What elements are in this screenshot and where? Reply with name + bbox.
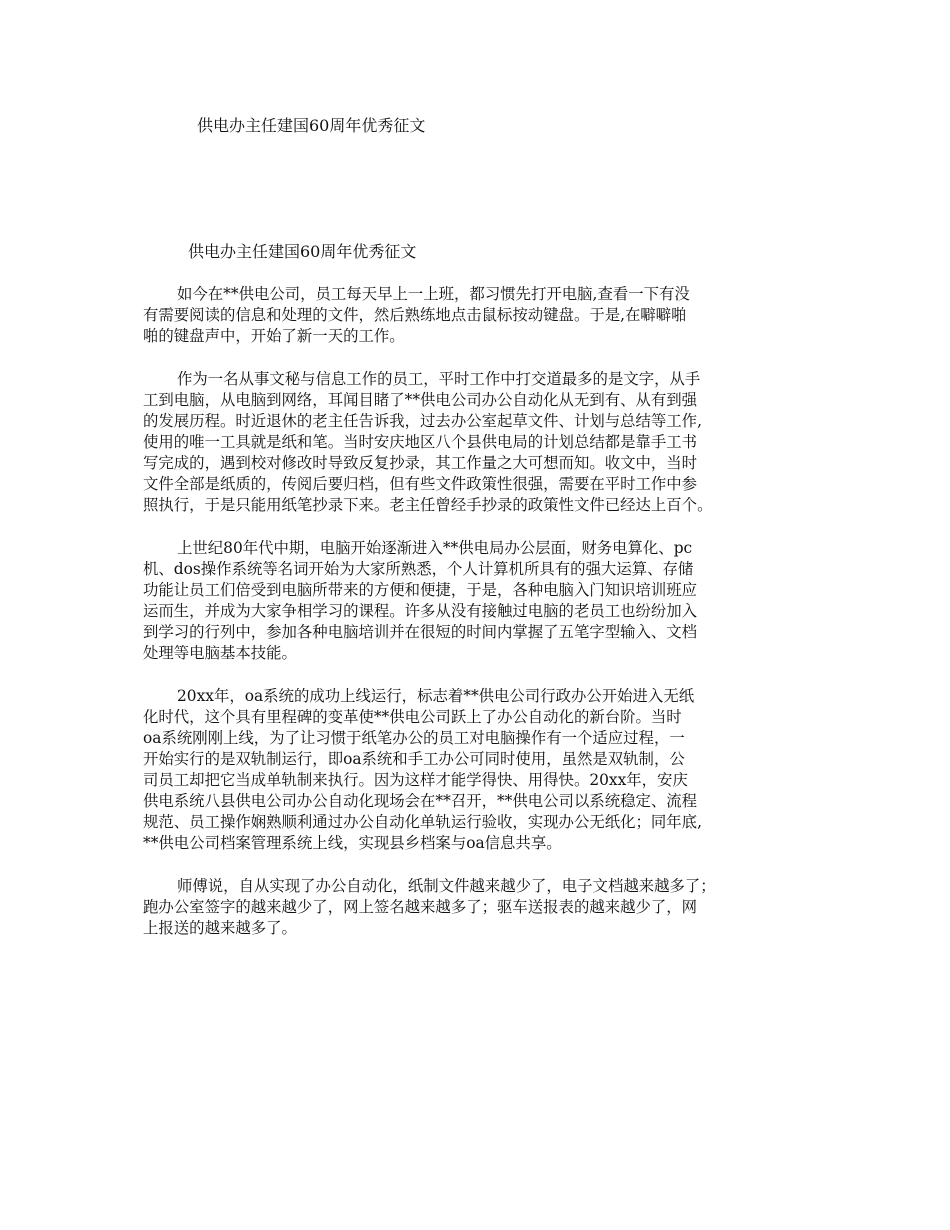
paragraph-line: 规范、员工操作娴熟顺利通过办公自动化单轨运行验收，实现办公无纸化；同年底, xyxy=(143,813,702,831)
paragraph-line: 处理等电脑基本技能。 xyxy=(143,644,297,662)
paragraph-line: 的发展历程。时近退休的老主任告诉我，过去办公室起草文件、计划与总结等工作, xyxy=(143,412,702,430)
paragraph xyxy=(143,876,823,939)
document-body xyxy=(143,284,823,961)
paragraph-line: 司员工却把它当成单轨制来执行。因为这样才能学得快、用得快。20xx年，安庆 xyxy=(143,771,688,789)
paragraph-line: 跑办公室签字的越来越少了，网上签名越来越多了；驱车送报表的越来越少了，网 xyxy=(143,898,698,916)
paragraph xyxy=(143,284,823,347)
paragraph-line: 师傅说，自从实现了办公自动化，纸制文件越来越少了，电子文档越来越多了； xyxy=(177,877,716,895)
paragraph-line: 开始实行的是双轨制运行，即oa系统和手工办公可同时使用，虽然是双轨制，公 xyxy=(143,750,685,768)
paragraph-line: 上世纪80年代中期，电脑开始逐渐进入**供电局办公层面，财务电算化、pc xyxy=(177,539,693,557)
paragraph-line: 作为一名从事文秘与信息工作的员工，平时工作中打交道最多的是文字，从手 xyxy=(177,370,701,388)
paragraph-line: 文件全部是纸质的，传阅后要归档，但有些文件政策性很强，需要在平时工作中参 xyxy=(143,475,698,493)
paragraph-line: 供电系统八县供电公司办公自动化现场会在**召开，**供电公司以系统稳定、流程 xyxy=(143,792,698,810)
paragraph-line: 上报送的越来越多了。 xyxy=(143,919,297,937)
paragraph xyxy=(143,538,823,664)
paragraph xyxy=(143,369,823,516)
paragraph-line: 功能让员工们倍受到电脑所带来的方便和便捷，于是，各种电脑入门知识培训班应 xyxy=(143,581,698,599)
paragraph-line: 如今在**供电公司，员工每天早上一上班，都习惯先打开电脑,查看一下有没 xyxy=(177,285,690,303)
paragraph-line: oa系统刚刚上线，为了让习惯于纸笔办公的员工对电脑操作有一个适应过程，一 xyxy=(143,729,685,747)
paragraph-line: 20xx年，oa系统的成功上线运行，标志着**供电公司行政办公开始进入无纸 xyxy=(177,687,695,705)
paragraph-line: 化时代，这个具有里程碑的变革使**供电公司跃上了办公自动化的新台阶。当时 xyxy=(143,708,682,726)
paragraph-line: 机、dos操作系统等名词开始为大家所熟悉，个人计算机所具有的强大运算、存储 xyxy=(143,560,694,578)
paragraph-line: 啪的键盘声中，开始了新一天的工作。 xyxy=(143,327,405,345)
paragraph xyxy=(143,686,823,854)
paragraph-line: 照执行，于是只能用纸笔抄录下来。老主任曾经手抄录的政策性文件已经达上百个。 xyxy=(143,496,713,514)
paragraph-line: 有需要阅读的信息和处理的文件，然后熟练地点击鼠标按动键盘。于是,在噼噼啪 xyxy=(143,306,687,324)
page-header-title: 供电办主任建国60周年优秀征文 xyxy=(197,116,426,135)
paragraph-line: 到学习的行列中，参加各种电脑培训并在很短的时间内掌握了五笔字型输入、文档 xyxy=(143,623,698,641)
paragraph-line: 工到电脑，从电脑到网络，耳闻目睹了**供电公司办公自动化从无到有、从有到强 xyxy=(143,391,698,409)
paragraph-line: 使用的唯一工具就是纸和笔。当时安庆地区八个县供电局的计划总结都是靠手工书 xyxy=(143,433,698,451)
paragraph-line: 运而生，并成为大家争相学习的课程。许多从没有接触过电脑的老员工也纷纷加入 xyxy=(143,602,698,620)
document-title: 供电办主任建国60周年优秀征文 xyxy=(188,242,417,261)
paragraph-line: 写完成的，遇到校对修改时导致反复抄录，其工作量之大可想而知。收文中，当时 xyxy=(143,454,698,472)
paragraph-line: **供电公司档案管理系统上线，实现县乡档案与oa信息共享。 xyxy=(143,834,562,852)
